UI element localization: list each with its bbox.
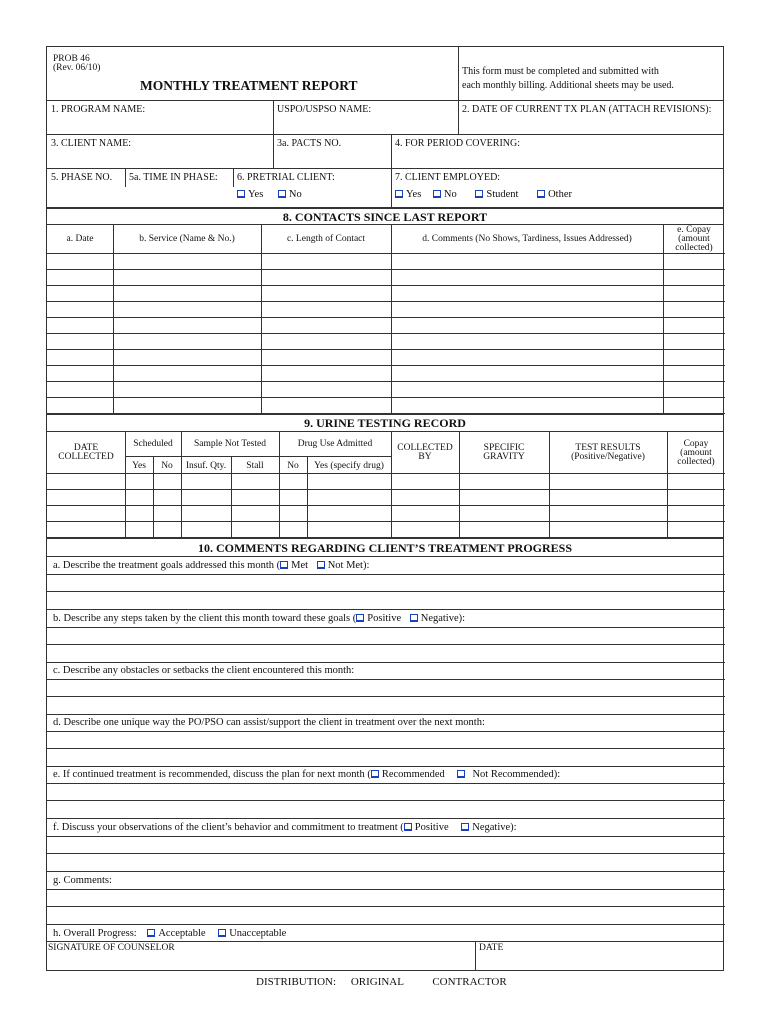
rule — [458, 100, 459, 134]
contacts-cell[interactable] — [47, 350, 112, 365]
urine-cell[interactable] — [391, 506, 458, 521]
comment-writing-area[interactable] — [47, 628, 725, 661]
urine-cell[interactable] — [279, 506, 306, 521]
urine-cell[interactable] — [307, 474, 390, 489]
contacts-cell[interactable] — [391, 366, 662, 381]
steps-negative-checkbox[interactable]: Negative): — [410, 613, 465, 624]
checkbox-icon — [410, 614, 418, 622]
urine-cell[interactable] — [231, 474, 278, 489]
contacts-cell[interactable] — [47, 398, 112, 413]
contacts-cell[interactable] — [47, 382, 112, 397]
pretrial-options — [237, 190, 302, 201]
rule — [125, 168, 126, 187]
contacts-cell[interactable] — [663, 318, 724, 333]
checkbox-icon — [317, 561, 325, 569]
checkbox-icon — [280, 561, 288, 569]
contacts-cell[interactable] — [391, 286, 662, 301]
contacts-cell[interactable] — [261, 286, 390, 301]
urine-cell[interactable] — [667, 506, 724, 521]
checkbox-icon — [356, 614, 364, 622]
urine-cell[interactable] — [279, 522, 306, 537]
urine-section-title: 9. URINE TESTING RECORD — [304, 416, 466, 430]
contacts-cell[interactable] — [391, 350, 662, 365]
comment-writing-area[interactable] — [47, 890, 725, 923]
rule — [47, 537, 723, 539]
progress-unacceptable-checkbox[interactable]: Unacceptable — [218, 928, 286, 939]
comment-writing-area[interactable] — [47, 575, 725, 608]
urine-cell[interactable] — [181, 506, 230, 521]
goals-not-met-checkbox[interactable]: Not Met): — [317, 560, 370, 571]
urine-cell[interactable] — [181, 474, 230, 489]
checkbox-icon — [433, 190, 441, 198]
contacts-cell[interactable] — [113, 382, 260, 397]
period-covering-label[interactable]: 4. FOR PERIOD COVERING: — [395, 138, 521, 149]
behavior-positive-checkbox[interactable]: Positive — [404, 822, 449, 833]
urine-cell[interactable] — [459, 522, 548, 537]
plan-not-recommended-checkbox[interactable]: Not Recommended): — [457, 769, 560, 780]
comment-writing-area[interactable] — [47, 732, 725, 765]
contacts-cell[interactable] — [261, 398, 390, 413]
comment-writing-area[interactable] — [47, 680, 725, 713]
comment-writing-area[interactable] — [47, 837, 725, 870]
checkbox-icon — [457, 770, 465, 778]
urine-cell[interactable] — [667, 522, 724, 537]
urine-cell[interactable] — [125, 506, 152, 521]
contacts-cell[interactable] — [47, 254, 112, 269]
contacts-cell[interactable] — [113, 254, 260, 269]
rule — [47, 431, 723, 432]
instructions-line-1: This form must be completed and submitted with — [462, 66, 659, 77]
urine-col-copay: Copay (amount collected) — [677, 439, 715, 467]
contacts-cell[interactable] — [663, 254, 724, 269]
rule — [47, 924, 725, 925]
signature-row — [46, 941, 724, 971]
checkbox-icon — [461, 823, 469, 831]
urine-cell[interactable] — [667, 474, 724, 489]
progress-acceptable-checkbox[interactable]: Acceptable — [147, 928, 205, 939]
urine-cell[interactable] — [47, 474, 124, 489]
urine-col-sched-no: No — [161, 461, 173, 471]
employed-student-checkbox[interactable]: Student — [475, 189, 518, 200]
contacts-cell[interactable] — [47, 366, 112, 381]
rule — [47, 100, 723, 101]
contacts-cell[interactable] — [663, 334, 724, 349]
rule — [273, 134, 274, 168]
rule — [47, 556, 723, 557]
urine-cell[interactable] — [279, 474, 306, 489]
checkbox-icon — [395, 190, 403, 198]
form-id: PROB 46 — [53, 54, 90, 64]
urine-cell[interactable] — [231, 490, 278, 505]
urine-cell[interactable] — [391, 474, 458, 489]
checkbox-icon — [147, 929, 155, 937]
contacts-section-title: 8. CONTACTS SINCE LAST REPORT — [282, 210, 488, 224]
urine-cell[interactable] — [231, 506, 278, 521]
page-title: MONTHLY TREATMENT REPORT — [140, 78, 358, 93]
employed-options — [395, 190, 572, 201]
checkbox-icon — [537, 190, 545, 198]
urine-cell[interactable] — [549, 506, 666, 521]
time-in-phase-label[interactable]: 5a. TIME IN PHASE: — [129, 172, 218, 183]
contacts-col-comments: d. Comments (No Shows, Tardiness, Issues Addressed) — [422, 234, 632, 244]
tx-plan-date-label[interactable]: 2. DATE OF CURRENT TX PLAN (ATTACH REVISIONS): — [462, 104, 712, 115]
urine-col-drug-no: No — [287, 461, 299, 471]
urine-cell[interactable] — [47, 522, 124, 537]
contacts-cell[interactable] — [261, 334, 390, 349]
urine-cell[interactable] — [667, 490, 724, 505]
client-employed-label: 7. CLIENT EMPLOYED: — [395, 172, 501, 183]
urine-cell[interactable] — [181, 490, 230, 505]
contacts-cell[interactable] — [261, 318, 390, 333]
urine-cell[interactable] — [549, 522, 666, 537]
contacts-cell[interactable] — [261, 254, 390, 269]
checkbox-icon — [404, 823, 412, 831]
contacts-cell[interactable] — [663, 366, 724, 381]
prompt-support: d. Describe one unique way the PO/PSO can assist/support the client in treatment over the next month: — [53, 717, 485, 728]
contacts-cell[interactable] — [663, 270, 724, 285]
pretrial-no-checkbox[interactable]: No — [278, 189, 302, 200]
urine-cell[interactable] — [391, 522, 458, 537]
urine-col-sched-yes: Yes — [132, 461, 146, 471]
urine-col-sample-not-tested: Sample Not Tested — [194, 439, 266, 449]
contacts-cell[interactable] — [391, 302, 662, 317]
urine-cell[interactable] — [549, 490, 666, 505]
urine-cell[interactable] — [279, 490, 306, 505]
contacts-cell[interactable] — [47, 318, 112, 333]
contacts-cell[interactable] — [391, 382, 662, 397]
form-revision: (Rev. 06/10) — [53, 63, 101, 73]
program-name-label[interactable]: 1. PROGRAM NAME: — [51, 104, 146, 115]
urine-cell[interactable] — [549, 474, 666, 489]
rule — [47, 871, 725, 872]
rule — [125, 456, 391, 457]
urine-cell[interactable] — [47, 506, 124, 521]
prompt-goals: a. Describe the treatment goals addressed this month ( Met Not Met): — [53, 560, 370, 571]
prompt-obstacles: c. Describe any obstacles or setbacks the client encountered this month: — [53, 665, 355, 676]
form — [46, 46, 724, 942]
urine-cell[interactable] — [459, 490, 548, 505]
urine-cell[interactable] — [459, 474, 548, 489]
urine-cell[interactable] — [307, 522, 390, 537]
employed-no-checkbox[interactable]: No — [433, 189, 457, 200]
contacts-cell[interactable] — [391, 398, 662, 413]
contacts-cell[interactable] — [391, 318, 662, 333]
prompt-comments: g. Comments: — [53, 875, 112, 886]
rule — [273, 100, 274, 134]
checkbox-icon — [475, 190, 483, 198]
rule — [391, 134, 392, 209]
contacts-cell[interactable] — [391, 270, 662, 285]
urine-col-drug-yes: Yes (specify drug) — [314, 461, 384, 471]
urine-cell[interactable] — [181, 522, 230, 537]
contacts-cell[interactable] — [113, 302, 260, 317]
urine-cell[interactable] — [125, 490, 152, 505]
rule — [47, 766, 725, 767]
urine-cell[interactable] — [125, 522, 152, 537]
contacts-cell[interactable] — [113, 350, 260, 365]
prompt-steps: b. Describe any steps taken by the client this month toward these goals ( Positive Negative): — [53, 613, 466, 624]
contacts-cell[interactable] — [113, 286, 260, 301]
contacts-cell[interactable] — [47, 286, 112, 301]
distribution-line: DISTRIBUTION: ORIGINAL CONTRACTOR — [256, 976, 507, 988]
contacts-cell[interactable] — [47, 302, 112, 317]
pacts-no-label[interactable]: 3a. PACTS NO. — [277, 138, 342, 149]
contacts-cell[interactable] — [663, 350, 724, 365]
plan-recommended-checkbox[interactable]: Recommended — [371, 769, 445, 780]
contacts-cell[interactable] — [47, 270, 112, 285]
contacts-col-service: b. Service (Name & No.) — [139, 234, 235, 244]
urine-col-scheduled: Scheduled — [133, 439, 173, 449]
prompt-observations: f. Discuss your observations of the client’s behavior and commitment to treatment ( Positive Negative): — [53, 822, 517, 833]
comment-writing-area[interactable] — [47, 784, 725, 817]
instructions-line-2: each monthly billing. Additional sheets may be used. — [462, 80, 674, 91]
urine-cell[interactable] — [459, 506, 548, 521]
urine-col-drug-use: Drug Use Admitted — [297, 439, 373, 449]
urine-cell[interactable] — [307, 506, 390, 521]
contacts-cell[interactable] — [113, 270, 260, 285]
contacts-cell[interactable] — [261, 366, 390, 381]
contacts-cell[interactable] — [663, 286, 724, 301]
steps-positive-checkbox[interactable]: Positive — [356, 613, 401, 624]
comments-section-title: 10. COMMENTS REGARDING CLIENT’S TREATMENT PROGRESS — [197, 541, 573, 555]
rule — [47, 609, 725, 610]
pretrial-yes-checkbox[interactable]: Yes — [237, 189, 263, 200]
employed-yes-checkbox[interactable]: Yes — [395, 189, 421, 200]
contacts-cell[interactable] — [261, 350, 390, 365]
contacts-cell[interactable] — [663, 398, 724, 413]
rule — [47, 714, 725, 715]
urine-cell[interactable] — [307, 490, 390, 505]
urine-cell[interactable] — [47, 490, 124, 505]
contacts-cell[interactable] — [391, 334, 662, 349]
rule — [47, 224, 723, 225]
rule — [47, 413, 725, 414]
urine-col-collected-by: COLLECTED BY — [397, 443, 453, 462]
checkbox-icon — [371, 770, 379, 778]
urine-cell[interactable] — [153, 490, 180, 505]
contacts-cell[interactable] — [663, 302, 724, 317]
uspo-name-label[interactable]: USPO/USPSO NAME: — [277, 104, 372, 115]
employed-other-checkbox[interactable]: Other — [537, 189, 572, 200]
prompt-plan: e. If continued treatment is recommended, discuss the plan for next month ( Recommended Not Recommended): — [53, 769, 561, 780]
pretrial-client-label: 6. PRETRIAL CLIENT: — [237, 172, 335, 183]
contacts-col-length: c. Length of Contact — [286, 234, 366, 244]
contacts-col-date: a. Date — [66, 234, 94, 244]
signature-field[interactable]: SIGNATURE OF COUNSELOR — [48, 943, 175, 953]
phase-no-label[interactable]: 5. PHASE NO. — [51, 172, 113, 183]
urine-col-stall: Stall — [246, 461, 264, 471]
urine-cell[interactable] — [391, 490, 458, 505]
checkbox-icon — [218, 929, 226, 937]
checkbox-icon — [278, 190, 286, 198]
contacts-cell[interactable] — [113, 334, 260, 349]
rule — [47, 818, 725, 819]
urine-cell[interactable] — [153, 506, 180, 521]
contacts-col-copay: e. Copay (amount collected) — [675, 225, 713, 253]
contacts-cell[interactable] — [113, 318, 260, 333]
contacts-cell[interactable] — [113, 366, 260, 381]
rule — [47, 168, 723, 169]
header-divider — [458, 47, 459, 105]
urine-cell[interactable] — [231, 522, 278, 537]
contacts-cell[interactable] — [113, 398, 260, 413]
rule — [475, 941, 476, 970]
contacts-cell[interactable] — [261, 302, 390, 317]
client-name-label[interactable]: 3. CLIENT NAME: — [51, 138, 132, 149]
contacts-cell[interactable] — [663, 382, 724, 397]
urine-cell[interactable] — [125, 474, 152, 489]
date-field[interactable]: DATE — [479, 943, 504, 953]
contacts-cell[interactable] — [261, 382, 390, 397]
goals-met-checkbox[interactable]: Met — [280, 560, 308, 571]
rule — [47, 207, 723, 209]
contacts-cell[interactable] — [47, 334, 112, 349]
urine-cell[interactable] — [153, 474, 180, 489]
urine-col-gravity: SPECIFIC GRAVITY — [483, 443, 525, 462]
contacts-cell[interactable] — [261, 270, 390, 285]
prompt-overall-progress: h. Overall Progress: Acceptable Unacceptable — [53, 928, 287, 939]
urine-col-results: TEST RESULTS (Positive/Negative) — [571, 443, 645, 462]
behavior-negative-checkbox[interactable]: Negative): — [461, 822, 516, 833]
contacts-cell[interactable] — [391, 254, 662, 269]
rule — [47, 662, 725, 663]
urine-col-insuf-qty: Insuf. Qty. — [185, 461, 227, 471]
rule — [233, 168, 234, 187]
urine-col-date: DATE COLLECTED — [58, 443, 114, 462]
urine-cell[interactable] — [153, 522, 180, 537]
rule — [47, 134, 723, 135]
checkbox-icon — [237, 190, 245, 198]
